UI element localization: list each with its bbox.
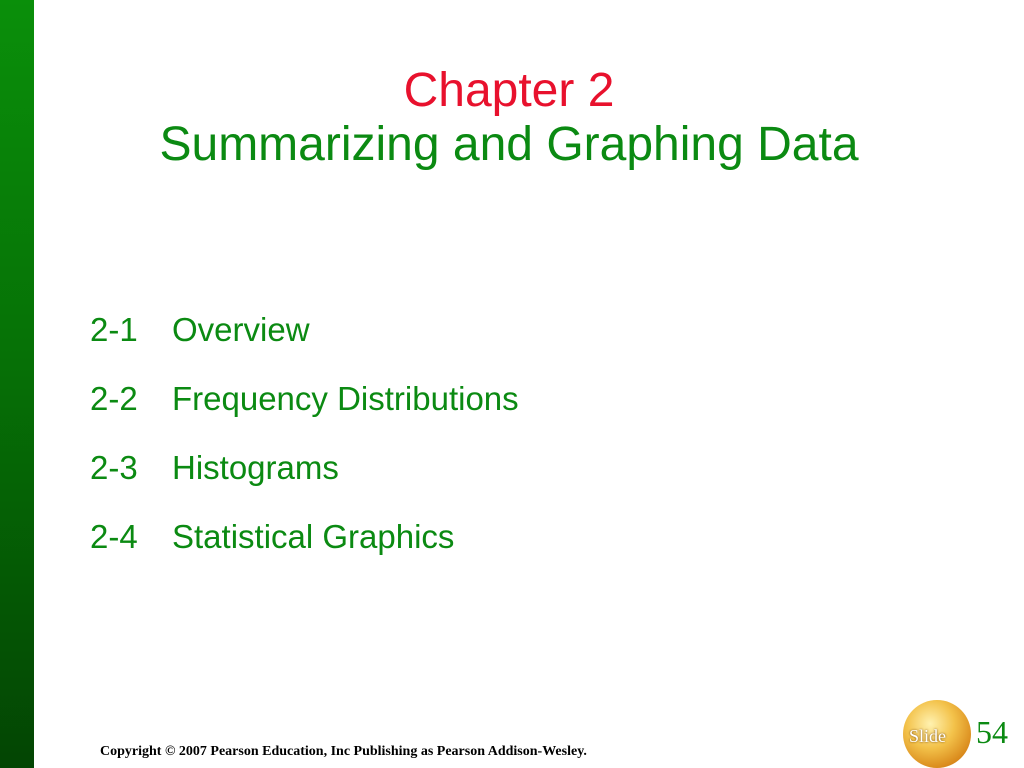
chapter-title: Chapter 2	[403, 64, 615, 117]
section-title: Overview	[172, 311, 310, 348]
section-title: Statistical Graphics	[172, 518, 455, 555]
section-item	[90, 379, 519, 448]
copyright-notice: Copyright © 2007 Pearson Education, Inc Publishing as Pearson Addison-Wesley.	[100, 744, 587, 759]
section-title: Frequency Distributions	[172, 380, 519, 417]
section-list	[90, 310, 519, 586]
slide-number: 54	[976, 714, 1008, 750]
section-number: 2-4	[90, 518, 138, 555]
slide-badge-label: Slide	[909, 726, 947, 746]
section-item	[90, 310, 519, 379]
title-block	[34, 64, 984, 172]
section-number: 2-1	[90, 311, 138, 348]
section-item	[90, 448, 519, 517]
slide-orb-icon	[903, 700, 973, 768]
section-item	[90, 517, 519, 586]
section-number: 2-2	[90, 380, 138, 417]
left-accent-bar	[0, 0, 34, 768]
chapter-subtitle: Summarizing and Graphing Data	[159, 118, 859, 171]
section-number: 2-3	[90, 449, 138, 486]
section-title: Histograms	[172, 449, 339, 486]
